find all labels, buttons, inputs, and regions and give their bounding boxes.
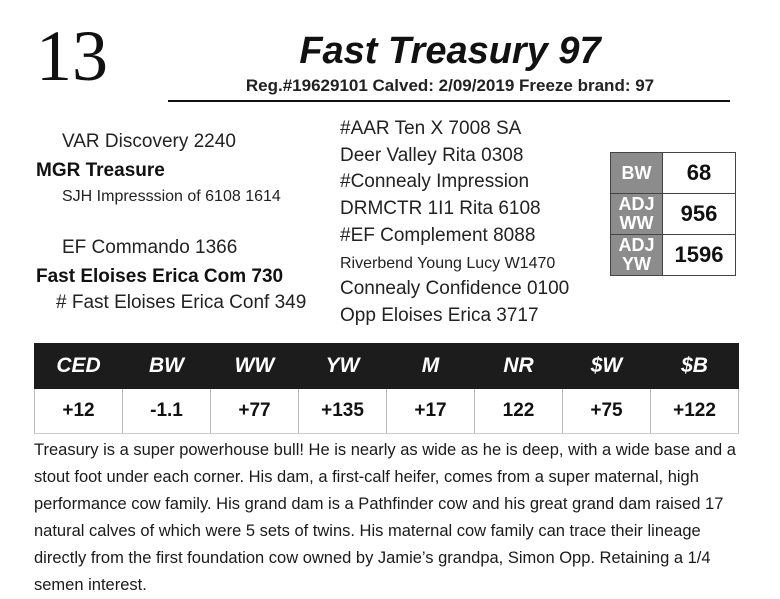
- epd-header-yw: YW: [299, 344, 387, 389]
- performance-value: 1596: [663, 235, 736, 276]
- epd-header-m: M: [387, 344, 475, 389]
- performance-row-bw: [611, 153, 736, 194]
- pedigree-ds-dam: Riverbend Young Lucy W1470: [340, 255, 556, 272]
- pedigree-dd-dam: Opp Eloises Erica 3717: [340, 305, 539, 326]
- performance-table: [610, 152, 736, 276]
- pedigree-sd-dam: DRMCTR 1I1 Rita 6108: [340, 198, 541, 219]
- epd-header-w: $W: [563, 344, 651, 389]
- epd-table: [34, 343, 739, 434]
- pedigree-sd-sire: #Connealy Impression: [340, 171, 530, 192]
- epd-value-w: +75: [563, 389, 651, 434]
- epd-value-yw: +135: [299, 389, 387, 434]
- pedigree-sire-sire: VAR Discovery 2240: [62, 131, 236, 152]
- performance-row-adj-yw: [611, 235, 736, 276]
- epd-value-ww: +77: [211, 389, 299, 434]
- performance-label: ADJ YW: [611, 235, 663, 276]
- epd-value-b: +122: [651, 389, 739, 434]
- pedigree-sire: MGR Treasure: [36, 160, 165, 181]
- pedigree-ss-dam: Deer Valley Rita 0308: [340, 145, 524, 166]
- performance-label: BW: [611, 153, 663, 194]
- lot-number: 13: [36, 16, 108, 96]
- performance-label: ADJ WW: [611, 194, 663, 235]
- description-paragraph: Treasury is a super powerhouse bull! He is nearly as wide as he is deep, with a wide base and a stout foot under each corner. His dam, a first-calf heifer, comes from a super maternal, high performance cow family. His grand dam is a Pathfinder cow and his great grand dam raised 17 natural calves of which were 5 sets of twins. His maternal cow family can trace their lineage directly from the first foundation cow owned by Jamie’s grandpa, Simon Opp. Retaining a 1/4 semen interest.: [34, 441, 736, 594]
- pedigree-dam: Fast Eloises Erica Com 730: [36, 266, 284, 287]
- epd-value-nr: 122: [475, 389, 563, 434]
- performance-value: 68: [663, 153, 736, 194]
- pedigree-dd-sire: Connealy Confidence 0100: [340, 278, 570, 299]
- pedigree-dam-sire: EF Commando 1366: [62, 237, 238, 258]
- epd-value-m: +17: [387, 389, 475, 434]
- epd-header-ww: WW: [211, 344, 299, 389]
- performance-value: 956: [663, 194, 736, 235]
- performance-row-adj-ww: [611, 194, 736, 235]
- epd-header-bw: BW: [123, 344, 211, 389]
- animal-name: Fast Treasury 97: [299, 30, 601, 72]
- epd-header-row: [35, 344, 739, 389]
- title-divider: [168, 100, 730, 102]
- pedigree-ss-sire: #AAR Ten X 7008 SA: [340, 118, 522, 139]
- registration-line: Reg.#19629101 Calved: 2/09/2019 Freeze brand: 97: [245, 76, 655, 95]
- epd-value-ced: +12: [35, 389, 123, 434]
- epd-header-ced: CED: [35, 344, 123, 389]
- epd-header-nr: NR: [475, 344, 563, 389]
- epd-value-bw: -1.1: [123, 389, 211, 434]
- pedigree-dam-dam: # Fast Eloises Erica Conf 349: [56, 292, 307, 313]
- epd-value-row: [35, 389, 739, 434]
- pedigree-sire-dam: SJH Impresssion of 6108 1614: [62, 188, 281, 205]
- epd-header-b: $B: [651, 344, 739, 389]
- pedigree-ds-sire: #EF Complement 8088: [340, 225, 536, 246]
